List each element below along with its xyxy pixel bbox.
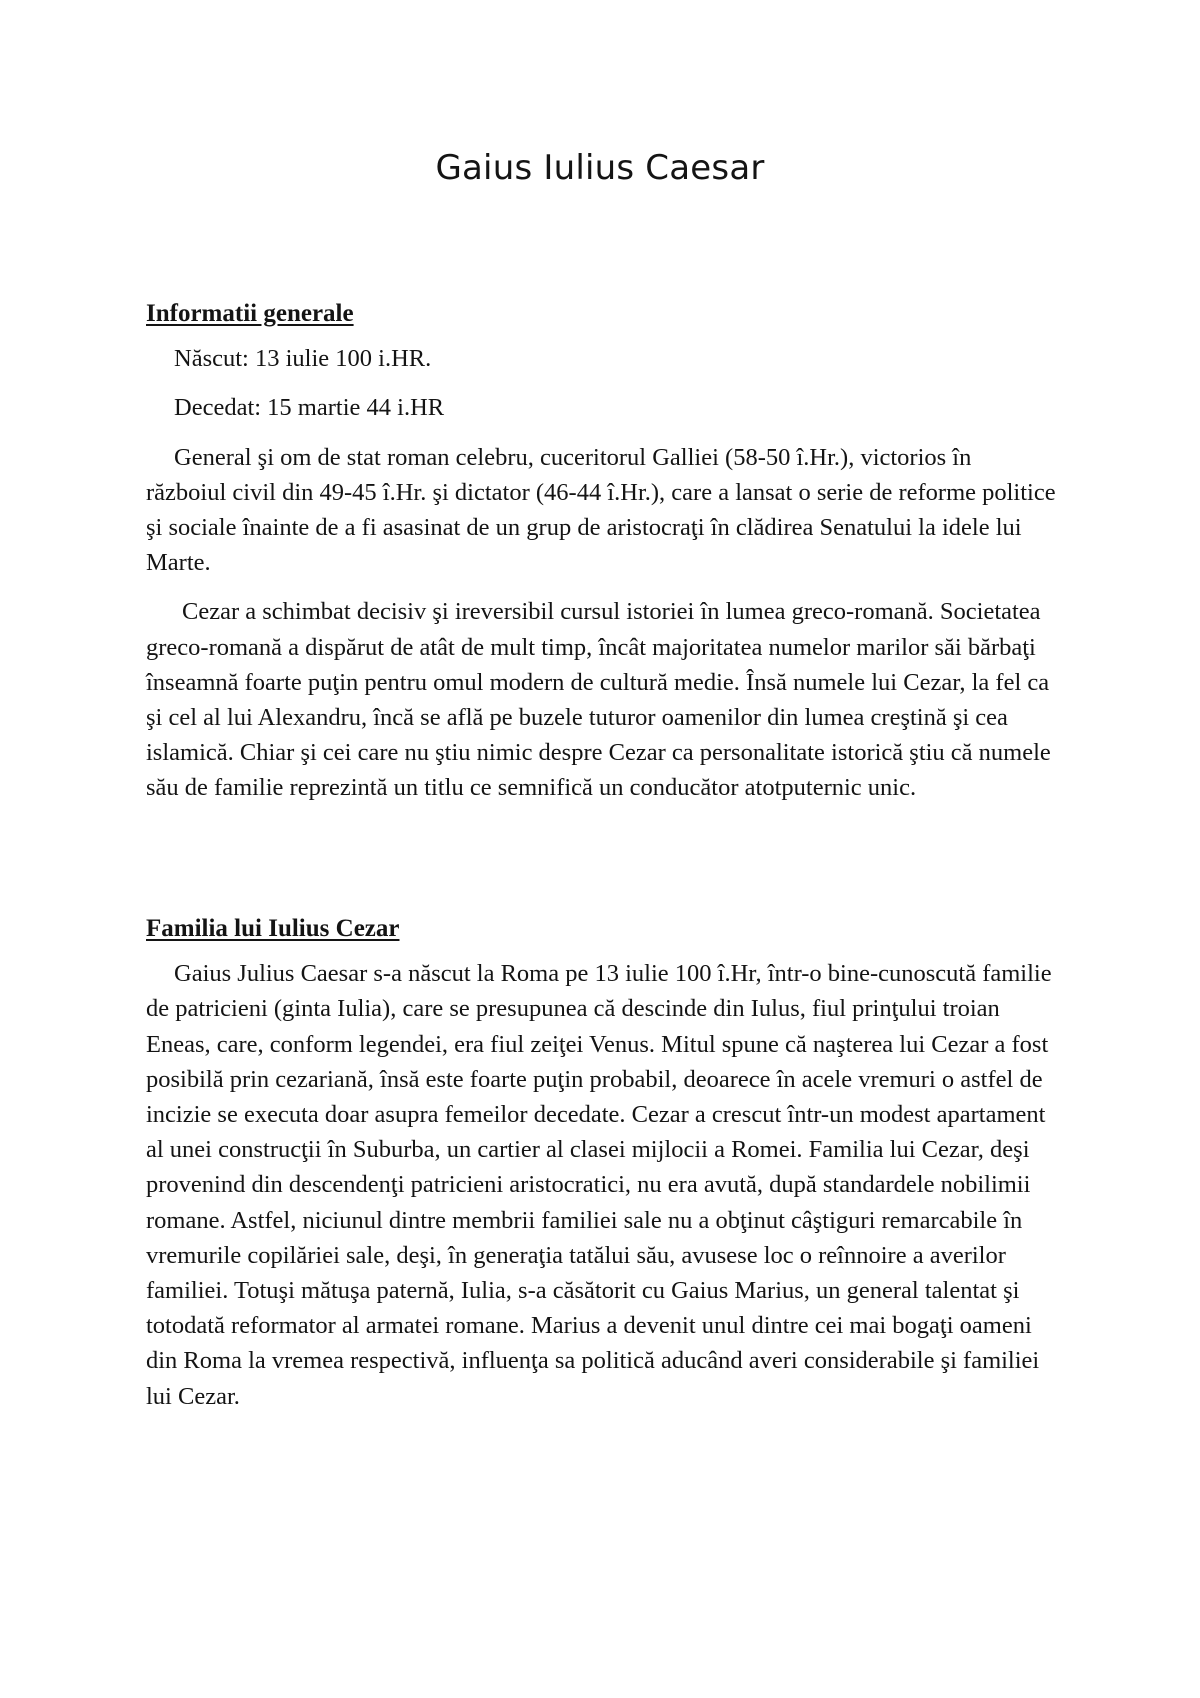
section-general-info [146,296,1056,820]
section-family [146,911,1056,1428]
born-line: Născut: 13 iulie 100 i.HR. [174,345,432,373]
died-line: Decedat: 15 martie 44 i.HR [174,394,445,422]
section-heading-general: Informatii generale [146,300,354,327]
document-title: Gaius Iulius Caesar [435,148,765,188]
section-heading-family: Familia lui Iulius Cezar [146,915,400,942]
general-paragraph-1: General şi om de stat roman celebru, cuceritorul Galliei (58-50 î.Hr.), victorios în războiul civil din 49-45 î.Hr. şi dictator (46-44 î.Hr.), care a lansat o serie de reforme politice şi sociale înainte de a fi asasinat de un grup de aristocraţi în clădirea Senatului la idele lui Marte. [146,443,1056,577]
general-paragraph-2: Cezar a schimbat decisiv şi ireversibil cursul istoriei în lumea greco-romană. Societatea greco-romană a dispărut de atât de mult timp, încât majoritatea numelor marilor săi bărbaţi înseamnă foarte puţin pentru omul modern de cultură medie. Însă numele lui Cezar, la fel ca şi cel al lui Alexandru, încă se află pe buzele tuturor oamenilor din lumea creştină şi cea islamică. Chiar şi cei care nu ştiu nimic despre Cezar ca personalitate istorică ştiu că numele său de familie reprezintă un titlu ce semnifică un conducător atotputernic unic. [146,598,1051,802]
family-paragraph-1: Gaius Julius Caesar s-a născut la Roma pe 13 iulie 100 î.Hr, într-o bine-cunoscută familie de patricieni (ginta Iulia), care se presupunea că descinde din Iulus, fiul prinţului troian Eneas, care, conform legendei, era fiul zeiţei Venus. Mitul spune că naşterea lui Cezar a fost posibilă prin cezariană, însă este foarte puţin probabil, deoarece în acele vremuri o astfel de incizie se executa doar asupra femeilor decedate. Cezar a crescut într-un modest apartament al unei construcţii în Suburba, un cartier al clasei mijlocii a Romei. Familia lui Cezar, deşi provenind din descendenţi patricieni aristocratici, nu era avută, după standardele nobilimii romane. Astfel, niciunul dintre membrii familiei sale nu a obţinut câştiguri remarcabile în vremurile copilăriei sale, deşi, în generaţia tatălui său, avusese loc o reînnoire a averilor familiei. Totuşi mătuşa paternă, Iulia, s-a căsătorit cu Gaius Marius, un general talentat şi totodată reformator al armatei romane. Marius a devenit unul dintre cei mai bogaţi oameni din Roma la vremea respectivă, influenţa sa politică aducând averi considerabile şi familiei lui Cezar. [146,960,1052,1410]
